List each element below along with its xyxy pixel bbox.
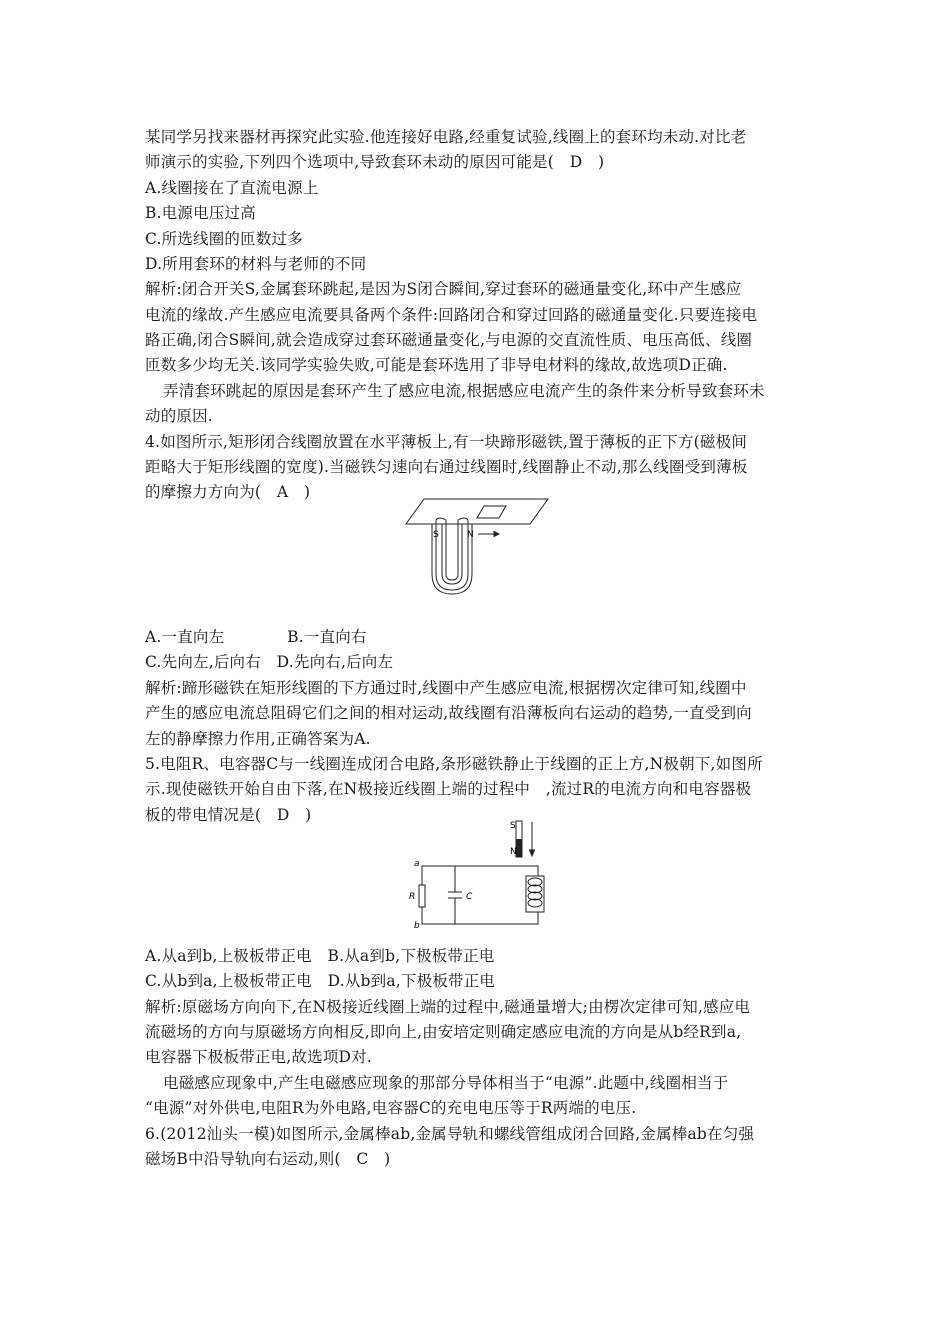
resistor-label: R [409, 892, 416, 902]
analysis-line: 电容器下极板带正电,故选项D对. [145, 1048, 372, 1066]
node-label-b: b [414, 921, 420, 931]
text-line: 某同学另找来器材再探究此实验.他连接好电路,经重复试验,线圈上的套环均未动.对比老 [145, 128, 747, 146]
option-c: C.所选线圈的匝数过多 [145, 230, 303, 248]
q5-options-cd: C.从b到a,上极板带正电 D.从b到a,下极板带正电 [145, 972, 496, 990]
note-line: “电源”对外供电,电阻R为外电路,电容器C的充电电压等于R两端的电压. [145, 1099, 637, 1117]
option-b: B.电源电压过高 [145, 204, 256, 222]
question-6: 磁场B中沿导轨向右运动,则( C ) [145, 1150, 391, 1168]
pole-label-s: S [510, 821, 516, 831]
capacitor-label: C [466, 892, 473, 902]
question-4: 4.如图所示,矩形闭合线圈放置在水平薄板上,有一块蹄形磁铁,置于薄板的正下方(磁极间 [145, 433, 748, 451]
analysis-line: 解析:原磁场方向向下,在N极接近线圈上端的过程中,磁通量增大;由楞次定律可知,感应电 [145, 998, 751, 1016]
horseshoe-magnet-figure [402, 494, 550, 604]
note-line: 电磁感应现象中,产生电磁感应现象的那部分导体相当于“电源”.此题中,线圈相当于 [163, 1074, 729, 1092]
analysis-line: 解析:蹄形磁铁在矩形线圈的下方通过时,线圈中产生感应电流,根据楞次定律可知,线圈中 [145, 679, 747, 697]
node-label-a: a [414, 859, 420, 869]
text-line: 师演示的实验,下列四个选项中,导致套环未动的原因可能是( D ) [145, 153, 605, 171]
question-6: 6.(2012汕头一模)如图所示,金属棒ab,金属导轨和螺线管组成闭合回路,金属棒ab在匀强 [145, 1125, 755, 1143]
option-d: D.所用套环的材料与老师的不同 [145, 255, 367, 273]
q4-options-cd: C.先向左,后向右 D.先向右,后向左 [145, 653, 394, 671]
question-5: 板的带电情况是( D ) [145, 806, 312, 824]
question-5: 示.现使磁铁开始自由下落,在N极接近线圈上端的过程中 ,流过R的电流方向和电容器极 [145, 780, 752, 798]
q5-options-ab: A.从a到b,上极板带正电 B.从a到b,下极板带正电 [145, 947, 495, 965]
analysis-line: 流磁场的方向与原磁场方向相反,即向上,由安培定则确定感应电流的方向是从b经R到a, [145, 1023, 742, 1041]
pole-label-n: N [467, 530, 474, 540]
note-line: 弄清套环跳起的原因是套环产生了感应电流,根据感应电流产生的条件来分析导致套环未 [163, 382, 765, 400]
rc-coil-circuit-figure [408, 816, 548, 932]
note-line: 动的原因. [145, 407, 213, 425]
question-5: 5.电阻R、电容器C与一线圈连成闭合电路,条形磁铁静止于线圈的正上方,N极朝下,如图所 [145, 755, 763, 773]
question-4: 的摩擦力方向为( A ) [145, 483, 311, 501]
question-4: 距略大于矩形线圈的宽度).当磁铁匀速向右通过线圈时,线圈静止不动,那么线圈受到薄板 [145, 458, 748, 476]
analysis-line: 路正确,闭合S瞬间,就会造成穿过套环磁通量变化,与电源的交直流性质、电压高低、线圈 [145, 331, 753, 349]
analysis-line: 产生的感应电流总阻碍它们之间的相对运动,故线圈有沿薄板向右运动的趋势,一直受到向 [145, 704, 752, 722]
analysis-line: 解析:闭合开关S,金属套环跳起,是因为S闭合瞬间,穿过套环的磁通量变化,环中产生感应 [145, 280, 742, 298]
analysis-line: 匝数多少均无关.该同学实验失败,可能是套环选用了非导电材料的缘故,故选项D正确. [145, 356, 728, 374]
analysis-line: 电流的缘故.产生感应电流要具备两个条件:回路闭合和穿过回路的磁通量变化.只要连接电 [145, 306, 758, 324]
q4-options-ab: A.一直向左 B.一直向右 [145, 628, 367, 646]
pole-label-n: N [510, 847, 517, 857]
pole-label-s: S [433, 530, 439, 540]
analysis-line: 左的静摩擦力作用,正确答案为A. [145, 730, 371, 748]
option-a: A.线圈接在了直流电源上 [145, 179, 319, 197]
